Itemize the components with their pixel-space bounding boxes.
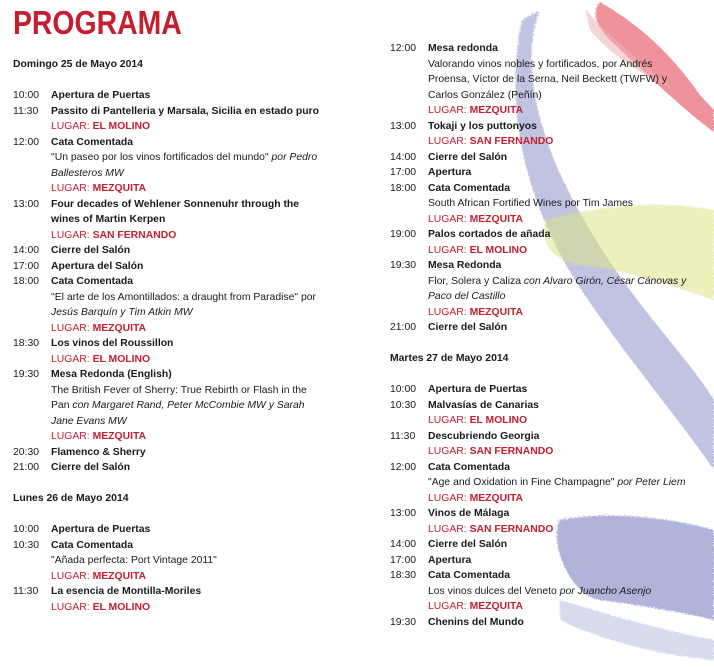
entry-title: Flamenco & Sherry (51, 446, 146, 458)
entry-time: 17:00 (390, 167, 417, 178)
entry-title: Tokaji y los puttonyos (428, 120, 537, 132)
entry-speakers: con Margaret Rand, Peter McCombie MW y Sarah Jane Evans MW (51, 400, 305, 427)
entry-location (428, 305, 690, 321)
entry-time: 11:30 (390, 430, 416, 442)
entry-title: Cata Comentada (428, 570, 510, 581)
location-prefix: LUGAR: (51, 570, 90, 582)
entry-time: 21:00 (390, 322, 417, 333)
location-name: MEZQUITA (92, 322, 147, 334)
entry-description (51, 150, 323, 181)
schedule-entry (13, 367, 323, 445)
entry-body (428, 150, 690, 166)
entry-body (51, 584, 323, 615)
entry-location (428, 599, 690, 615)
location-prefix: LUGAR: (51, 431, 90, 442)
entry-body (51, 522, 323, 538)
entry-description (428, 196, 690, 212)
location-prefix: LUGAR: (51, 121, 90, 132)
entry-title: Four decades of Wehlener Sonnenuhr through the wines of Martin Kerpen (51, 198, 300, 225)
entry-time: 17:00 (13, 260, 40, 272)
schedule-entry (390, 460, 690, 507)
schedule-entry (13, 88, 323, 104)
location-prefix: LUGAR: (51, 322, 90, 334)
entry-time: 18:30 (13, 338, 40, 349)
entry-title: Mesa Redonda (English) (51, 369, 172, 380)
entry-body (428, 398, 690, 429)
entry-time: 18:00 (390, 182, 417, 194)
entry-location (428, 491, 690, 507)
entry-body (51, 259, 323, 275)
entry-body (428, 537, 690, 553)
entry-location (428, 103, 690, 119)
location-name: EL MOLINO (92, 601, 151, 613)
entry-title: Descubriendo Georgia (428, 430, 540, 442)
entry-speakers: por Juancho Asenjo (559, 585, 652, 597)
entry-time: 10:00 (13, 524, 40, 535)
entry-body (51, 274, 323, 336)
entry-time: 19:30 (390, 616, 417, 628)
entry-title: Apertura del Salón (51, 260, 144, 272)
location-name: SAN FERNANDO (469, 523, 554, 535)
entry-location (428, 413, 690, 429)
entry-title: Cata Comentada (51, 276, 133, 287)
location-prefix: LUGAR: (428, 601, 467, 612)
location-prefix: LUGAR: (428, 306, 467, 318)
entry-title: Apertura de Puertas (51, 524, 151, 535)
location-name: EL MOLINO (469, 244, 528, 256)
location-name: EL MOLINO (469, 415, 528, 426)
entry-time: 11:30 (13, 586, 39, 597)
entry-title: Apertura de Puertas (428, 384, 528, 395)
entry-title: Vinos de Málaga (428, 508, 510, 519)
entry-body (51, 367, 323, 445)
entry-description-text: Valorando vinos nobles y fortificados, por Andrés Proensa, Víctor de la Serna, Neil Beckett (TWFW) y Carlos González (Peñín) (428, 58, 668, 101)
page-title: PROGRAMA (13, 4, 182, 41)
entry-body (51, 197, 323, 244)
day-header: Martes 27 de Mayo 2014 (390, 353, 509, 364)
entry-location (51, 429, 323, 445)
entry-description (428, 475, 690, 491)
schedule-entry (13, 135, 323, 197)
location-prefix: LUGAR: (428, 492, 467, 504)
day-block (390, 351, 690, 630)
entry-title: Cierre del Salón (428, 151, 508, 163)
location-name: MEZQUITA (469, 306, 524, 318)
schedule-entry (13, 522, 323, 538)
location-name: MEZQUITA (469, 601, 524, 612)
entry-body (428, 165, 690, 181)
location-name: EL MOLINO (92, 121, 151, 132)
entry-time: 14:00 (390, 151, 417, 163)
entry-location (428, 134, 690, 150)
location-prefix: LUGAR: (428, 415, 467, 426)
entry-body (51, 445, 323, 461)
entry-time: 13:00 (390, 120, 417, 132)
location-name: MEZQUITA (469, 213, 524, 225)
entry-title: Cata Comentada (51, 539, 133, 551)
entry-body (51, 104, 323, 135)
schedule-entry (13, 460, 323, 476)
entry-body (51, 460, 323, 476)
entry-title: Cata Comentada (428, 461, 510, 473)
entry-body (428, 320, 690, 336)
entry-time: 11:30 (13, 105, 39, 117)
entry-description-text: "El arte de los Amontillados: a draught from Paradise" por (51, 291, 316, 303)
day-block (13, 491, 323, 615)
schedule-entry (390, 258, 690, 320)
entry-description-text: "Age and Oxidation in Fine Champagne" (428, 477, 618, 488)
entry-title: Apertura (428, 554, 472, 566)
entry-description-text: South African Fortified Wines por Tim James (428, 198, 634, 209)
entry-body (428, 506, 690, 537)
entry-title: Cata Comentada (51, 136, 133, 148)
location-name: SAN FERNANDO (469, 136, 554, 147)
schedule-entry (13, 259, 323, 275)
location-prefix: LUGAR: (428, 213, 467, 225)
entry-location (428, 212, 690, 228)
entry-title: Cierre del Salón (51, 462, 131, 473)
entry-body (51, 135, 323, 197)
schedule-entry (13, 445, 323, 461)
entry-location (428, 243, 690, 259)
entry-time: 14:00 (13, 245, 40, 256)
entry-title: Apertura (428, 167, 472, 178)
entry-location (51, 321, 323, 337)
entry-title: Apertura de Puertas (51, 90, 151, 101)
entry-location (428, 444, 690, 460)
entry-time: 18:00 (13, 276, 40, 287)
entry-time: 10:30 (13, 539, 40, 551)
location-prefix: LUGAR: (428, 105, 467, 116)
location-name: MEZQUITA (92, 570, 147, 582)
entry-time: 14:00 (390, 539, 417, 550)
schedule-entry (390, 181, 690, 228)
entry-speakers: Jesús Barquín y Tim Atkin MW (51, 307, 193, 318)
entry-location (51, 352, 323, 368)
location-prefix: LUGAR: (428, 446, 467, 457)
location-prefix: LUGAR: (428, 244, 467, 256)
schedule-entry (13, 584, 323, 615)
schedule-entry (390, 568, 690, 615)
entry-speakers: con Alvaro Girón, César Cánovas y Paco del Castillo (428, 275, 687, 302)
location-name: SAN FERNANDO (469, 446, 554, 457)
schedule-entry (390, 382, 690, 398)
entry-description-text: "Un paseo por los vinos fortificados del mundo" (51, 152, 272, 163)
location-name: MEZQUITA (92, 183, 147, 194)
entry-description-text: "Añada perfecta: Port Vintage 2011" (51, 555, 217, 566)
entry-time: 12:00 (390, 43, 417, 54)
entry-time: 10:00 (13, 90, 40, 101)
entry-description (428, 584, 690, 600)
entry-title: La esencia de Montilla-Moriles (51, 586, 202, 597)
schedule-entry (390, 227, 690, 258)
entry-body (51, 243, 323, 259)
day-block (13, 57, 323, 476)
entry-body (428, 41, 690, 119)
entry-body (428, 429, 690, 460)
day-header: Lunes 26 de Mayo 2014 (13, 493, 129, 504)
entry-time: 21:00 (13, 462, 40, 473)
schedule-entry (13, 243, 323, 259)
entry-description (51, 383, 323, 430)
entry-time: 19:30 (13, 369, 40, 380)
entry-description-text: The British Fever of Sherry: True Rebirth or Flash in the Pan (51, 384, 307, 411)
schedule-entry (13, 538, 323, 585)
location-prefix: LUGAR: (428, 136, 467, 147)
entry-title: Palos cortados de añada (428, 229, 551, 240)
day-header: Domingo 25 de Mayo 2014 (13, 59, 143, 70)
entry-description (51, 553, 323, 569)
entry-description (428, 274, 690, 305)
entry-time: 18:30 (390, 570, 417, 581)
entry-description (51, 290, 323, 321)
entry-title: Cata Comentada (428, 182, 510, 194)
entry-time: 10:00 (390, 384, 417, 395)
column-left (13, 57, 323, 631)
entry-title: Cierre del Salón (51, 245, 131, 256)
entry-location (51, 228, 323, 244)
schedule-entry (390, 506, 690, 537)
entry-body (51, 538, 323, 585)
location-name: EL MOLINO (92, 353, 151, 365)
entry-body (428, 227, 690, 258)
entry-time: 17:00 (390, 554, 417, 566)
entry-title: Los vinos del Roussillon (51, 338, 174, 349)
entry-description-text: Los vinos dulces del Veneto (428, 585, 560, 597)
entry-body (51, 88, 323, 104)
entry-location (51, 181, 323, 197)
schedule-entry (390, 429, 690, 460)
location-prefix: LUGAR: (51, 229, 90, 241)
location-name: MEZQUITA (469, 492, 524, 504)
entry-time: 13:00 (390, 508, 417, 519)
schedule-entry (390, 537, 690, 553)
entry-location (51, 569, 323, 585)
schedule-entry (390, 553, 690, 569)
entry-title: Mesa redonda (428, 43, 498, 54)
entry-body (428, 568, 690, 615)
entry-location (428, 522, 690, 538)
entry-time: 12:00 (390, 461, 417, 473)
entry-time: 10:30 (390, 399, 417, 411)
entry-description-text: Flor, Solera y Caliza (428, 275, 524, 287)
location-prefix: LUGAR: (428, 523, 467, 535)
schedule-entry (13, 197, 323, 244)
entry-body (428, 119, 690, 150)
entry-title: Cierre del Salón (428, 539, 508, 550)
schedule-entry (390, 398, 690, 429)
entry-time: 12:00 (13, 136, 40, 148)
schedule-entry (390, 119, 690, 150)
entry-body (428, 382, 690, 398)
entry-time: 19:00 (390, 229, 417, 240)
location-name: MEZQUITA (92, 431, 147, 442)
location-name: MEZQUITA (469, 105, 524, 116)
entry-title: Chenins del Mundo (428, 616, 524, 628)
entry-title: Passito di Pantelleria y Marsala, Sicilia en estado puro (51, 105, 319, 117)
entry-body (428, 615, 690, 631)
entry-speakers: por Peter Liem (617, 477, 686, 488)
schedule-entry (13, 104, 323, 135)
schedule-entry (390, 320, 690, 336)
entry-description (428, 57, 690, 104)
entry-title: Malvasías de Canarias (428, 399, 539, 411)
entry-time: 20:30 (13, 446, 40, 458)
schedule-entry (390, 615, 690, 631)
location-prefix: LUGAR: (51, 601, 90, 613)
schedule-entry (390, 41, 690, 119)
day-block (390, 41, 690, 336)
entry-speakers: por Pedro Ballesteros MW (51, 152, 318, 179)
entry-body (428, 258, 690, 320)
entry-location (51, 119, 323, 135)
entry-time: 19:30 (390, 260, 417, 271)
schedule-entry (390, 165, 690, 181)
schedule-entry (13, 336, 323, 367)
entry-body (428, 553, 690, 569)
entry-body (51, 336, 323, 367)
entry-body (428, 181, 690, 228)
column-right (390, 41, 690, 646)
location-name: SAN FERNANDO (92, 229, 177, 241)
entry-title: Cierre del Salón (428, 322, 508, 333)
location-prefix: LUGAR: (51, 353, 90, 365)
location-prefix: LUGAR: (51, 183, 90, 194)
schedule-entry (13, 274, 323, 336)
entry-location (51, 600, 323, 616)
entry-time: 13:00 (13, 198, 40, 210)
schedule-entry (390, 150, 690, 166)
entry-body (428, 460, 690, 507)
entry-title: Mesa Redonda (428, 260, 502, 271)
